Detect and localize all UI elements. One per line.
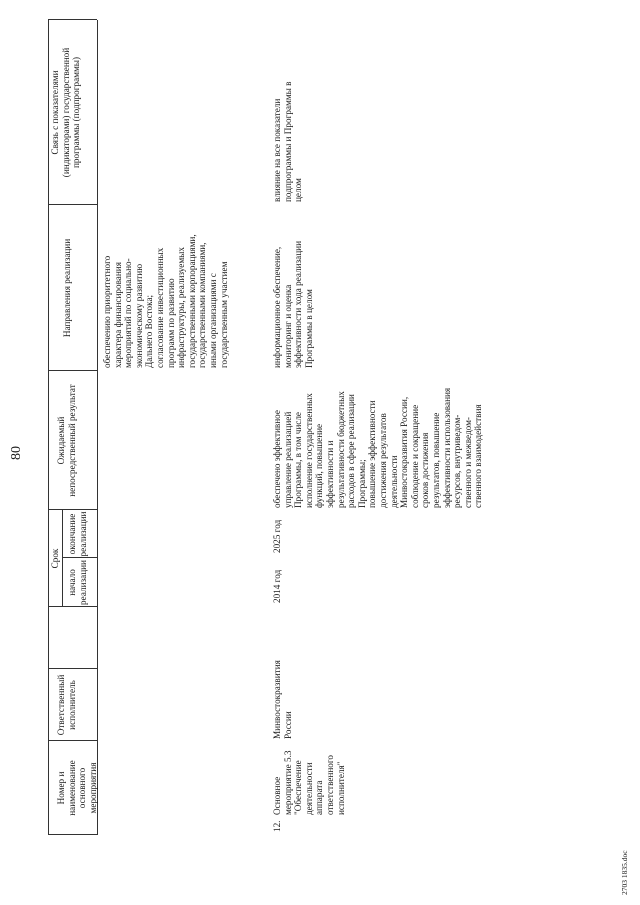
table-header-bottom-border [97,20,98,835]
column-divider-2 [48,668,97,669]
term-subheader-divider [62,510,63,607]
header-directions: Направления реализации [62,238,72,338]
row-12-number: 12. [272,820,282,832]
column-divider-6 [48,370,97,371]
column-divider-3 [48,606,97,607]
header-term-end: окончание реализации [67,511,88,557]
row-12-end: 2025 год [272,519,282,553]
table-top-border [48,20,49,835]
row-12-event-name: Основное мероприятие 5.3 "Обеспечение деятельности аппарата ответственного исполнителя" [272,750,346,815]
header-term-start: начало реализации [67,560,88,605]
table-right-border [48,19,97,20]
row-12-expected-result: обеспечено эффективное управление реализацией Программы, в том числе исполнение государственных функций, повышение эффективности и результативности бюджетных расходов в сфере реализации Программы; повышение эффективности достижения результатов деятельности Минвостокразвития России, соблюдение и сокращение сроков достижения результатов, повышение эффективности использования ресурсов, внутриведом- ственного и межведом- ственного взаимодействия [272,387,484,508]
document-code: 2703 1835.doc [620,850,629,895]
header-indicator-link: Связь с показателями (индикаторами) государственной программы (подпрограммы) [50,47,82,178]
table-left-border [48,834,97,835]
column-divider-4 [62,557,97,558]
column-divider-5 [48,509,97,510]
column-divider-7 [48,204,97,205]
header-responsible: Ответственный исполнитель [56,674,77,736]
page-number: 80 [9,446,24,460]
continued-row-directions: обеспечению приоритетного характера финансирования мероприятий по социально- экономическому развитию Дальнего Востока; согласование инвестиционных программ по развитию инфраструктуры, реализуемых государственными корпорациями, государственными компаниями, иными организациями с государственным участием [102,234,229,368]
row-12-start: 2014 год [272,569,282,603]
row-12-responsible: Минвостокразвития России [272,660,293,739]
row-12-indicator-link: влияние на все показатели подпрограммы и Программы в целом [272,81,304,202]
header-term: Срок [50,548,60,569]
header-num-name: Номер и наименование основного мероприятия [56,760,98,816]
header-expected-result: Ожидаемый непосредственный результат [56,384,77,497]
row-12-directions: информационное обеспечение, мониторинг и оценка эффективности хода реализации Программы в целом [272,240,314,368]
column-divider-1 [48,740,97,741]
